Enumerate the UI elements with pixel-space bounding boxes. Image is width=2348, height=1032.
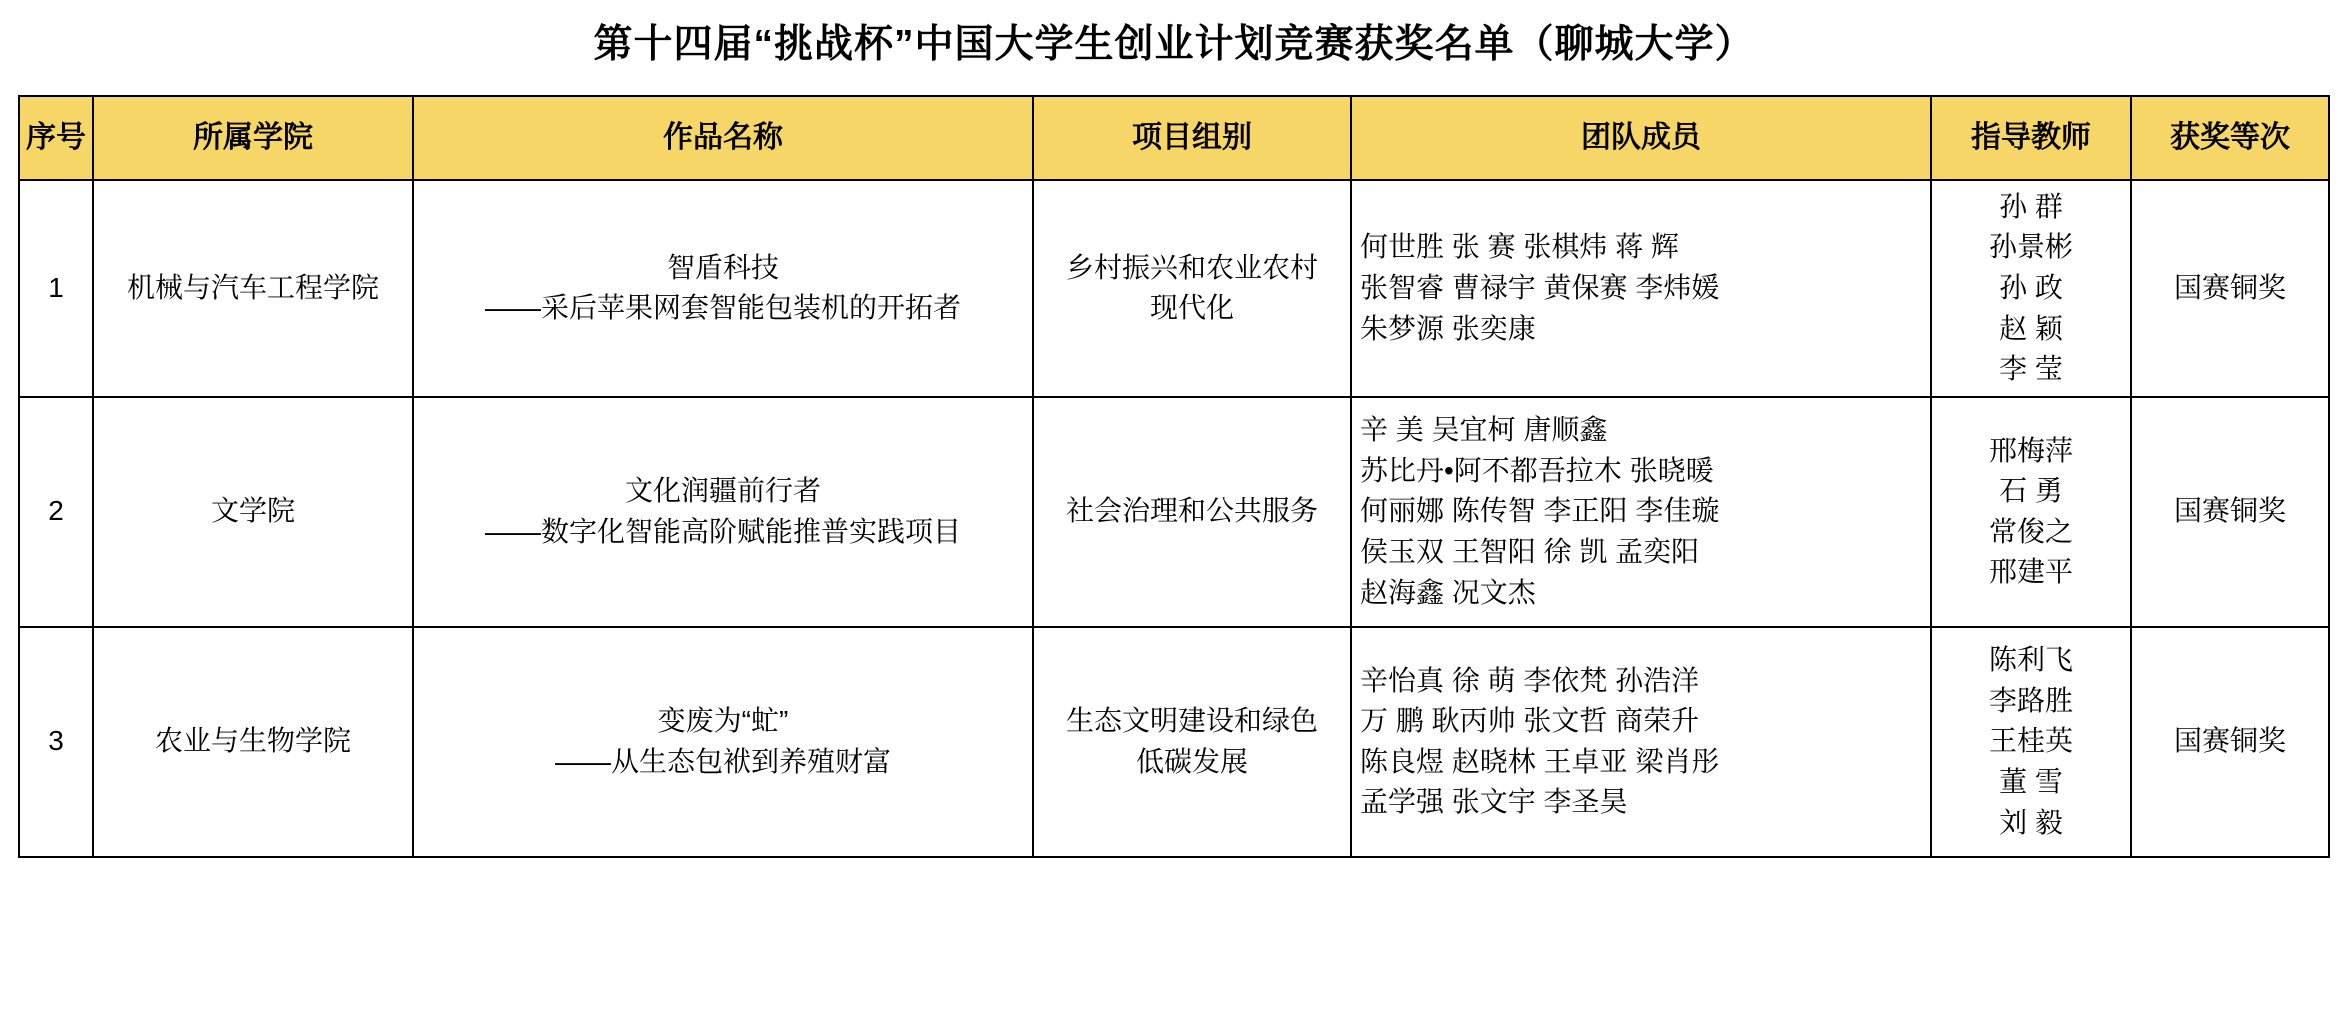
teacher-line: 石 勇	[1999, 475, 2063, 507]
teacher-line: 孙 政	[1999, 271, 2063, 303]
table-row	[19, 627, 2329, 857]
work-subtitle: ——数字化智能高阶赋能推普实践项目	[484, 515, 961, 547]
cell-college: 机械与汽车工程学院	[93, 180, 413, 397]
member-line: 辛 美 吴宜柯 唐顺鑫	[1360, 414, 1608, 446]
column-header-members: 团队成员	[1351, 96, 1931, 180]
work-subtitle: ——从生态包袱到养殖财富	[554, 745, 891, 777]
work-title: 文化润疆前行者	[624, 475, 821, 507]
member-line: 侯玉双 王智阳 徐 凯 孟奕阳	[1360, 536, 1700, 568]
cell-members	[1351, 180, 1931, 397]
work-title: 智盾科技	[666, 251, 779, 283]
column-header-work: 作品名称	[413, 96, 1033, 180]
cell-group	[1033, 180, 1351, 397]
cell-level: 国赛铜奖	[2131, 627, 2329, 857]
cell-work	[413, 627, 1033, 857]
teacher-line: 刘 毅	[1999, 806, 2063, 838]
member-line: 何世胜 张 赛 张棋炜 蒋 辉	[1360, 231, 1679, 263]
column-header-teacher: 指导教师	[1931, 96, 2131, 180]
cell-group	[1033, 627, 1351, 857]
work-title: 变废为“虻”	[657, 705, 789, 737]
work-subtitle: ——采后苹果网套智能包装机的开拓者	[484, 292, 961, 324]
member-line: 孟学强 张文宇 李圣昊	[1360, 786, 1628, 818]
cell-index: 1	[19, 180, 93, 397]
column-header-index: 序号	[19, 96, 93, 180]
cell-level: 国赛铜奖	[2131, 180, 2329, 397]
column-header-group: 项目组别	[1033, 96, 1351, 180]
cell-college: 农业与生物学院	[93, 627, 413, 857]
teacher-line: 孙景彬	[1988, 231, 2073, 263]
member-line: 张智睿 曹禄宇 黄保赛 李炜媛	[1360, 271, 1720, 303]
column-header-college: 所属学院	[93, 96, 413, 180]
member-line: 辛怡真 徐 萌 李依梵 孙浩洋	[1360, 664, 1700, 696]
cell-teacher	[1931, 180, 2131, 397]
teacher-line: 王桂英	[1988, 725, 2073, 757]
cell-members	[1351, 397, 1931, 627]
teacher-line: 赵 颖	[1999, 312, 2063, 344]
cell-level: 国赛铜奖	[2131, 397, 2329, 627]
teacher-line: 李 莹	[1999, 353, 2063, 385]
teacher-line: 邢建平	[1988, 556, 2073, 588]
table-row	[19, 180, 2329, 397]
cell-group	[1033, 397, 1351, 627]
member-line: 万 鹏 耿丙帅 张文哲 商荣升	[1360, 705, 1700, 737]
cell-work	[413, 397, 1033, 627]
group-line-2: 现代化	[1149, 292, 1234, 324]
teacher-line: 陈利飞	[1988, 644, 2073, 676]
teacher-line: 邢梅萍	[1988, 434, 2073, 466]
group-line-2: 低碳发展	[1135, 745, 1248, 777]
page-title: 第十四届“挑战杯”中国大学生创业计划竞赛获奖名单（聊城大学）	[593, 23, 1755, 66]
award-list-table	[18, 95, 2330, 858]
table-body	[19, 180, 2329, 857]
teacher-line: 李路胜	[1988, 684, 2073, 716]
group-line-1: 生态文明建设和绿色	[1065, 705, 1318, 737]
cell-index: 3	[19, 627, 93, 857]
table-header-row	[19, 96, 2329, 180]
cell-members	[1351, 627, 1931, 857]
group-line-1: 社会治理和公共服务	[1065, 495, 1318, 527]
cell-index: 2	[19, 397, 93, 627]
member-line: 苏比丹•阿不都吾拉木 张晓暖	[1360, 454, 1714, 486]
member-line: 何丽娜 陈传智 李正阳 李佳璇	[1360, 495, 1720, 527]
cell-teacher	[1931, 627, 2131, 857]
cell-college: 文学院	[93, 397, 413, 627]
cell-work	[413, 180, 1033, 397]
group-line-1: 乡村振兴和农业农村	[1065, 251, 1318, 283]
column-header-level: 获奖等次	[2131, 96, 2329, 180]
table-header	[19, 96, 2329, 180]
member-line: 陈良煜 赵晓林 王卓亚 梁肖彤	[1360, 745, 1720, 777]
cell-teacher	[1931, 397, 2131, 627]
table-row	[19, 397, 2329, 627]
teacher-line: 孙 群	[1999, 190, 2063, 222]
teacher-line: 董 雪	[1999, 766, 2063, 798]
member-line: 朱梦源 张奕康	[1360, 312, 1536, 344]
member-line: 赵海鑫 况文杰	[1360, 576, 1536, 608]
teacher-line: 常俊之	[1988, 515, 2073, 547]
